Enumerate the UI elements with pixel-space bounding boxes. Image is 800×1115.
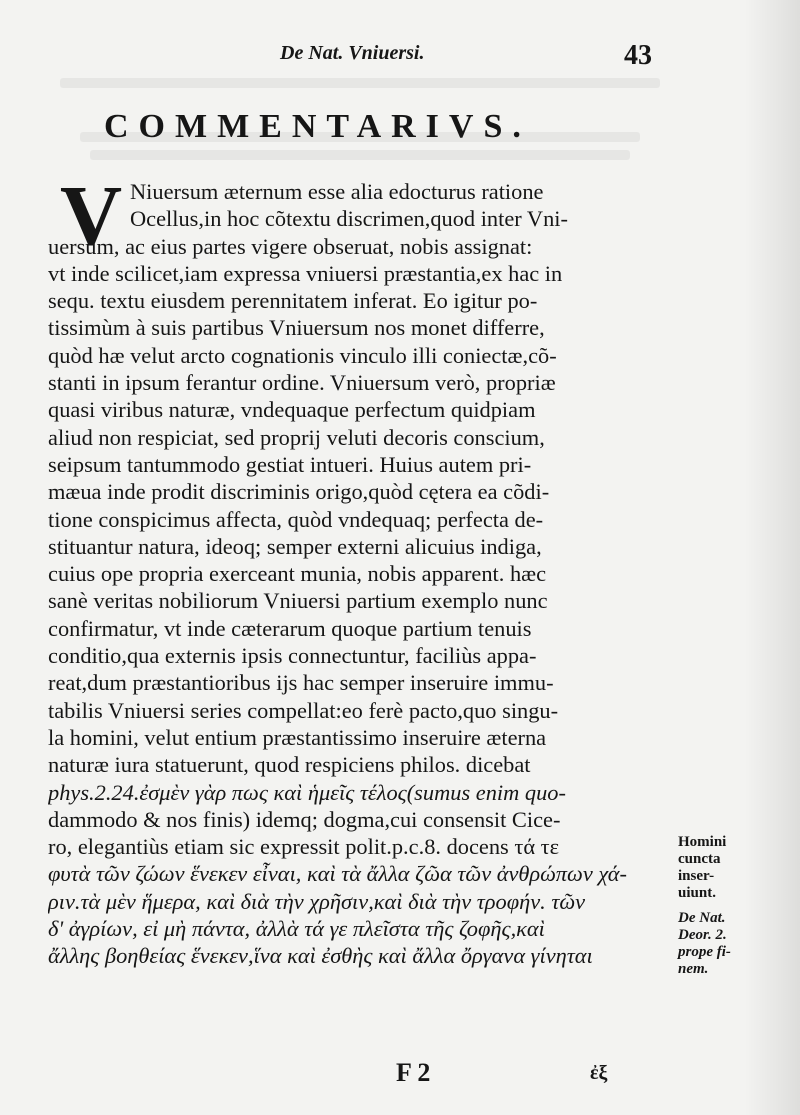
margin-note-line: prope fi- [678, 944, 731, 960]
margin-note-line: cuncta [678, 851, 721, 867]
text-line: sanè veritas nobiliorum Vniuersi partium exemplo nunc [48, 588, 548, 614]
section-title: COMMENTARIVS. [104, 108, 531, 145]
text-line: cuius ope propria exerceant munia, nobis apparent. hæc [48, 561, 547, 587]
text-line: dammodo & nos finis) idemq; dogma,cui consensit Cice- [48, 806, 561, 832]
bleed-through-text [90, 150, 630, 160]
text-line: quasi viribus naturæ, vndequaque perfectum quidpiam [48, 397, 536, 423]
text-line: conditio,qua externis ipsis connectuntur, faciliùs appa- [48, 643, 537, 669]
catchword: ἐξ [590, 1062, 608, 1084]
text-line: stanti in ipsum ferantur ordine. Vniuersum verò, propriæ [48, 370, 556, 396]
text-line: aliud non respiciat, sed proprij veluti decoris conscium, [48, 424, 545, 450]
text-line: uersum, ac eius partes vigere obseruat, nobis assignat: [48, 233, 533, 259]
text-line: tione conspicimus affecta, quòd vndequaq; perfecta de- [48, 506, 544, 532]
margin-note-line: Deor. 2. [678, 927, 727, 943]
running-head: De Nat. Vniuersi. [280, 42, 425, 64]
text-line: vt inde scilicet,iam expressa vniuersi præstantia,ex hac in [48, 260, 563, 286]
bleed-through-text [60, 78, 660, 88]
text-line: ro, elegantiùs etiam sic expressit polit.p.c.8. docens τά τε [48, 834, 560, 860]
margin-note-line: uiunt. [678, 885, 716, 901]
body-text [48, 178, 648, 970]
text-line: Ocellus,in hoc cõtextu discrimen,quod inter Vni- [130, 206, 568, 232]
greek-line: δ' ἀγρίων, εἰ μὴ πάντα, ἀλλὰ τά γε πλεῖστα τῆς ζοφῆς,καὶ [48, 916, 545, 942]
margin-note-line: Homini [678, 834, 727, 850]
text-line: seipsum tantummodo gestiat intueri. Huius autem pri- [48, 451, 532, 477]
page-number: 43 [624, 40, 652, 71]
text-line: la homini, velut entium præstantissimo inseruire æterna [48, 724, 547, 750]
text-line: sequ. textu eiusdem perennitatem inferat. Eo igitur po- [48, 288, 538, 314]
text-line: phys.2.24.ἐσμὲν γὰρ πως καὶ ἡμεῖς τέλος(sumus enim quo- [48, 779, 566, 805]
text-line: confirmatur, vt inde cæterarum quoque partium tenuis [48, 615, 532, 641]
text-line: Niuersum æternum esse alia edocturus ratione [130, 179, 544, 204]
margin-reference [678, 910, 796, 978]
text-line: quòd hæ velut arcto cognationis vinculo illi coniectæ,cõ- [48, 342, 557, 368]
greek-line: φυτὰ τῶν ζώων ἕνεκεν εἶναι, καὶ τὰ ἄλλα ζῶα τῶν ἀνθρώπων χά- [48, 861, 627, 887]
margin-note [678, 834, 796, 902]
text-line: stituantur natura, ideoq; semper externi alicuius indiga, [48, 533, 542, 559]
margin-note-line: De Nat. [678, 910, 726, 926]
text-line: mæua inde prodit discriminis origo,quòd cętera ea cõdi- [48, 479, 550, 505]
greek-line: ἄλλης βοηθείας ἕνεκεν,ἵνα καὶ ἐσθὴς καὶ ἄλλα ὄργανα γίνηται [48, 943, 593, 969]
text-line: tabilis Vniuersi series compellat:eo ferè pacto,quo singu- [48, 697, 559, 723]
margin-note-line: nem. [678, 961, 709, 977]
margin-note-line: inser- [678, 868, 715, 884]
text-line: reat,dum præstantioribus ijs hac semper inseruire immu- [48, 670, 554, 696]
drop-cap: V [60, 167, 123, 263]
greek-line: ριν.τὰ μὲν ἥμερα, καὶ διὰ τὴν χρῆσιν,καὶ διὰ τὴν τροφήν. τῶν [48, 888, 586, 914]
text-line: naturæ iura statuerunt, quod respiciens philos. dicebat [48, 752, 531, 778]
text-line: tissimùm à suis partibus Vniuersum nos monet differre, [48, 315, 545, 341]
signature-mark: F 2 [396, 1058, 431, 1087]
